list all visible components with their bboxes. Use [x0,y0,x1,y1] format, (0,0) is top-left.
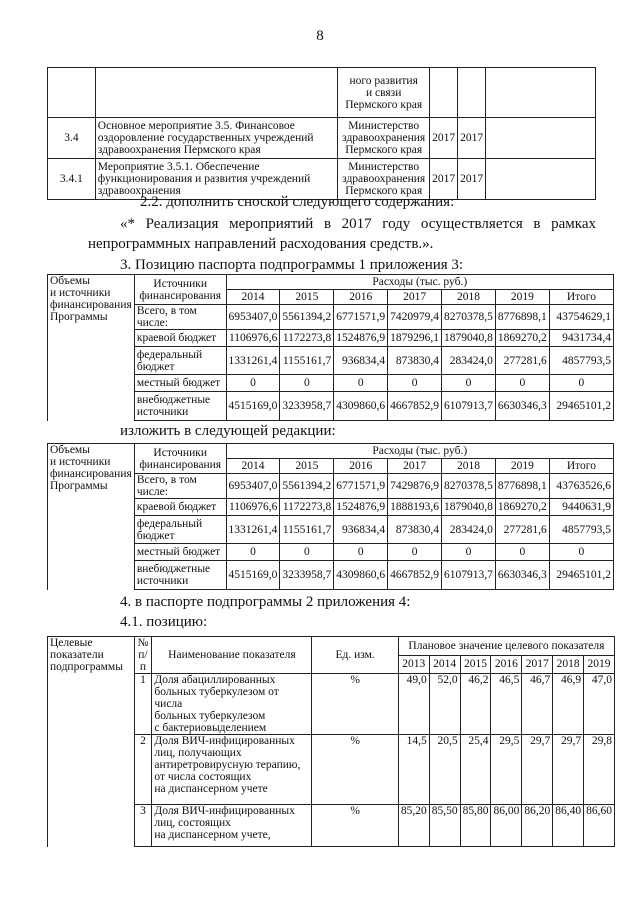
table-cell: 29465101,2 [549,561,613,590]
table-cell: % [312,735,398,805]
table-cell: 1879040,8 [442,330,496,347]
table-cell: 1869270,2 [495,330,549,347]
table-cell: 4515169,0 [226,392,280,421]
table-cell: 2013 [398,655,429,674]
table-cell: 7429876,9 [388,474,442,499]
table-cell: местный бюджет [134,544,226,561]
table-cell: 85,50 [429,805,460,847]
table-cell: 2016 [334,459,388,474]
table-cell: Объемы и источники финансирования Программы [48,444,135,590]
table-cell: Источники финансирования [134,444,226,474]
table-cell: 0 [334,375,388,392]
table-cell: 6107913,7 [442,392,496,421]
table-cell: 0 [549,375,613,392]
table-cell: 1879296,1 [388,330,442,347]
table-cell: 873830,4 [388,347,442,375]
activities-table [47,67,596,200]
paragraph-footnote-intro: 2.2. дополнить сноской следующего содержания: [140,194,455,210]
paragraph-position: 3. Позицию паспорта подпрограммы 1 приложения 3: [120,257,464,273]
table-cell: 873830,4 [388,516,442,544]
paragraph-subprogram-2: 4. в паспорте подпрограммы 2 приложения 4: [120,594,411,610]
table-cell: 1106976,6 [226,330,280,347]
table-cell: 2017 [522,655,553,674]
table-cell: 1524876,9 [334,499,388,516]
paragraph-position-4-1: 4.1. позицию: [120,614,208,630]
table-cell: 4309860,6 [334,561,388,590]
table-cell: 47,0 [584,674,615,735]
table-cell: Министерство здравоохранения Пермского края [338,118,430,159]
table-cell: 0 [280,544,334,561]
finance-table-new [47,443,614,590]
table-cell: федеральный бюджет [134,516,226,544]
table-cell: 2019 [495,290,549,305]
table-cell: Всего, в том числе: [134,305,226,330]
table-cell: 1869270,2 [495,499,549,516]
table-cell: 1331261,4 [226,516,280,544]
table-cell: 3.4.1 [48,159,96,200]
table-cell: 85,80 [460,805,491,847]
table-cell: Итого [549,290,613,305]
finance-table-old [47,274,614,421]
table-cell: 0 [226,375,280,392]
table-cell: 2016 [334,290,388,305]
table-cell: 2014 [429,655,460,674]
table-cell: 0 [226,544,280,561]
table-cell: 1172273,8 [280,330,334,347]
table-cell: 3233958,7 [280,392,334,421]
table-row [48,118,596,159]
page-number: 8 [316,28,324,44]
table-cell: 46,5 [491,674,522,735]
table-cell: 0 [495,544,549,561]
table-cell: 29,5 [491,735,522,805]
table-cell: 46,2 [460,674,491,735]
table-cell: 277281,6 [495,516,549,544]
table-cell: % [312,674,398,735]
table-cell: № п/п [134,637,152,674]
table-cell: 0 [549,544,613,561]
table-cell: 3233958,7 [280,561,334,590]
table-cell: 9431734,4 [549,330,613,347]
table-cell: 1155161,7 [280,516,334,544]
table-cell: 936834,4 [334,347,388,375]
table-cell: 52,0 [429,674,460,735]
table-cell: 85,20 [398,805,429,847]
table-cell: Министерство здравоохранения Пермского края [338,159,430,200]
table-cell: 0 [388,375,442,392]
table-cell: 29,7 [553,735,584,805]
table-cell: 3 [134,805,152,847]
table-cell: 8776898,1 [495,474,549,499]
table-cell: 46,7 [522,674,553,735]
table-cell: 6953407,0 [226,474,280,499]
table-cell: 2017 [430,118,458,159]
table-cell: Всего, в том числе: [134,474,226,499]
table-cell: Мероприятие 3.5.1. Обеспечение функционирования и развития учреждений здравоохранения [95,159,337,200]
table-cell: 2014 [226,459,280,474]
table-cell: 1879040,8 [442,499,496,516]
table-cell: % [312,805,398,847]
table-cell: 2 [134,735,152,805]
table-cell: 3.4 [48,118,96,159]
table-cell: краевой бюджет [134,499,226,516]
table-cell: 1331261,4 [226,347,280,375]
table-cell: 1172273,8 [280,499,334,516]
table-cell: 2018 [442,459,496,474]
table-cell: Расходы (тыс. руб.) [226,275,613,290]
table-cell: краевой бюджет [134,330,226,347]
table-cell: 1155161,7 [280,347,334,375]
table-cell: 2019 [584,655,615,674]
table-cell: 29,7 [522,735,553,805]
table-cell: 2017 [458,159,486,200]
table-cell: 2018 [442,290,496,305]
table-cell: 29,8 [584,735,615,805]
table-cell: 2015 [280,459,334,474]
table-cell: 29465101,2 [549,392,613,421]
table-cell: 277281,6 [495,347,549,375]
table-cell: 0 [495,375,549,392]
table-cell: 25,4 [460,735,491,805]
table-cell: 14,5 [398,735,429,805]
table-cell: 1888193,6 [388,499,442,516]
table-cell: 2017 [388,290,442,305]
table-cell: Источники финансирования [134,275,226,305]
paragraph-footnote-b: непрограммных направлений расходования средств.». [88,236,434,252]
table-cell: Доля ВИЧ-инфицированных лиц, состоящих на диспансерном учете, [152,805,312,847]
table-cell: 1106976,6 [226,499,280,516]
table-cell: Наименование показателя [152,637,312,674]
table-cell: 86,00 [491,805,522,847]
table-cell: Доля ВИЧ-инфицированных лиц, получающих антиретровирусную терапию, от числа состоящих на диспансерном учете [152,735,312,805]
table-cell: федеральный бюджет [134,347,226,375]
table-cell: 6771571,9 [334,474,388,499]
table-cell: 0 [442,544,496,561]
table-cell: 4309860,6 [334,392,388,421]
table-cell: внебюджетные источники [134,561,226,590]
table-cell: 6630346,3 [495,561,549,590]
table-cell: 2017 [388,459,442,474]
table-cell: 2017 [430,159,458,200]
table-cell: 283424,0 [442,516,496,544]
table-cell: 936834,4 [334,516,388,544]
table-cell: Объемы и источники финансирования Программы [48,275,135,421]
table-cell: 8270378,5 [442,474,496,499]
table-cell: Плановое значение целевого показателя [398,637,614,656]
table-cell: 1 [134,674,152,735]
table-cell: 86,60 [584,805,615,847]
table-cell: 8270378,5 [442,305,496,330]
table-cell: 8776898,1 [495,305,549,330]
table-cell: 4667852,9 [388,392,442,421]
table-cell: 2017 [458,118,486,159]
paragraph-footnote-a: «* Реализация мероприятий в 2017 году осуществляется в рамках [120,216,596,232]
indicators-table [47,636,615,847]
table-cell: 86,20 [522,805,553,847]
table-cell: местный бюджет [134,375,226,392]
table-cell: 20,5 [429,735,460,805]
table-cell: 4515169,0 [226,561,280,590]
table-cell: 6107913,7 [442,561,496,590]
table-cell: 86,40 [553,805,584,847]
table-cell: 4667852,9 [388,561,442,590]
table-cell: 2014 [226,290,280,305]
table-cell: Целевые показатели подпрограммы [48,637,135,847]
paragraph-new-edition: изложить в следующей редакции: [120,423,336,439]
table-cell: 46,9 [553,674,584,735]
table-cell: Итого [549,459,613,474]
table-cell: 49,0 [398,674,429,735]
table-cell: 6630346,3 [495,392,549,421]
table-cell: Доля абациллированных больных туберкулезом от числа больных туберкулезом с бактериовыделением [152,674,312,735]
table-cell: 2015 [280,290,334,305]
table-cell: 9440631,9 [549,499,613,516]
table-cell: 1524876,9 [334,330,388,347]
table-cell: Ед. изм. [312,637,398,674]
table-cell: 7420979,4 [388,305,442,330]
table-cell: 4857793,5 [549,347,613,375]
table-cell: 43763526,6 [549,474,613,499]
table-cell: 2018 [553,655,584,674]
org-cont-cell: ного развития и связи Пермского края [338,68,430,118]
table-cell: Основное мероприятие 3.5. Финансовое оздоровление государственных учреждений здравоохранения Пермского края [95,118,337,159]
table-cell: 2019 [495,459,549,474]
table-cell: 0 [388,544,442,561]
table-cell: 283424,0 [442,347,496,375]
table-cell: 0 [280,375,334,392]
table-cell: 2015 [460,655,491,674]
table-cell: 6953407,0 [226,305,280,330]
table-cell: Расходы (тыс. руб.) [226,444,613,459]
table-cell: 5561394,2 [280,474,334,499]
table-cell: 0 [442,375,496,392]
table-cell: 5561394,2 [280,305,334,330]
table-cell: 43754629,1 [549,305,613,330]
table-cell: 4857793,5 [549,516,613,544]
table-cell: 2016 [491,655,522,674]
table-cell: внебюджетные источники [134,392,226,421]
table-cell: 0 [334,544,388,561]
table-cell: 6771571,9 [334,305,388,330]
